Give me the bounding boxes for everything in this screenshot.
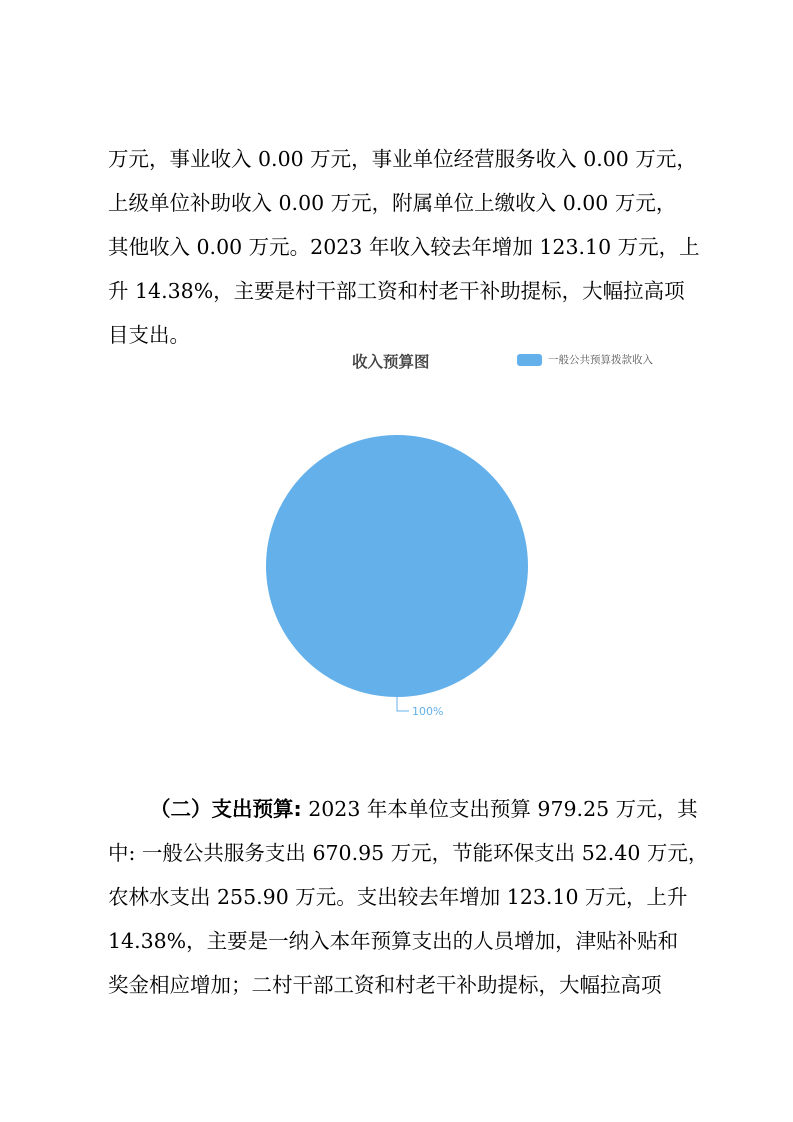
text-line: 奖金相应增加；二村干部工资和村老干补助提标，大幅拉高项 (108, 973, 662, 997)
text-line: 升 14.38%，主要是村干部工资和村老干补助提标，大幅拉高项 (108, 279, 685, 303)
income-paragraph (108, 137, 700, 357)
pie-plot (240, 340, 700, 730)
text-line: 上级单位补助收入 0.00 万元，附属单位上缴收入 0.00 万元， (108, 191, 677, 215)
slice-leader-line (397, 697, 409, 711)
expenditure-paragraph (108, 787, 709, 1007)
text-line: 中: 一般公共服务支出 670.95 万元，节能环保支出 52.40 万元， (108, 841, 709, 865)
text-line: 农林水支出 255.90 万元。支出较去年增加 123.10 万元，上升 (108, 885, 688, 909)
section-heading: （二）支出预算: (150, 797, 302, 821)
text-line: 其他收入 0.00 万元。2023 年收入较去年增加 123.10 万元，上 (108, 235, 700, 259)
text-line (108, 787, 698, 831)
text-line-content: 2023 年本单位支出预算 979.25 万元，其 (301, 797, 698, 821)
slice-data-label: 100% (412, 705, 444, 718)
chart-title: 收入预算图 (352, 353, 430, 371)
text-line: 目支出。 (108, 323, 190, 347)
income-budget-pie-chart (240, 340, 700, 730)
text-line: 14.38%，主要是一纳入本年预算支出的人员增加，津贴补贴和 (108, 929, 679, 953)
pie-slice (266, 435, 528, 697)
legend-label: 一般公共预算拨款收入 (548, 354, 653, 366)
text-line: 万元，事业收入 0.00 万元，事业单位经营服务收入 0.00 万元， (108, 147, 697, 171)
